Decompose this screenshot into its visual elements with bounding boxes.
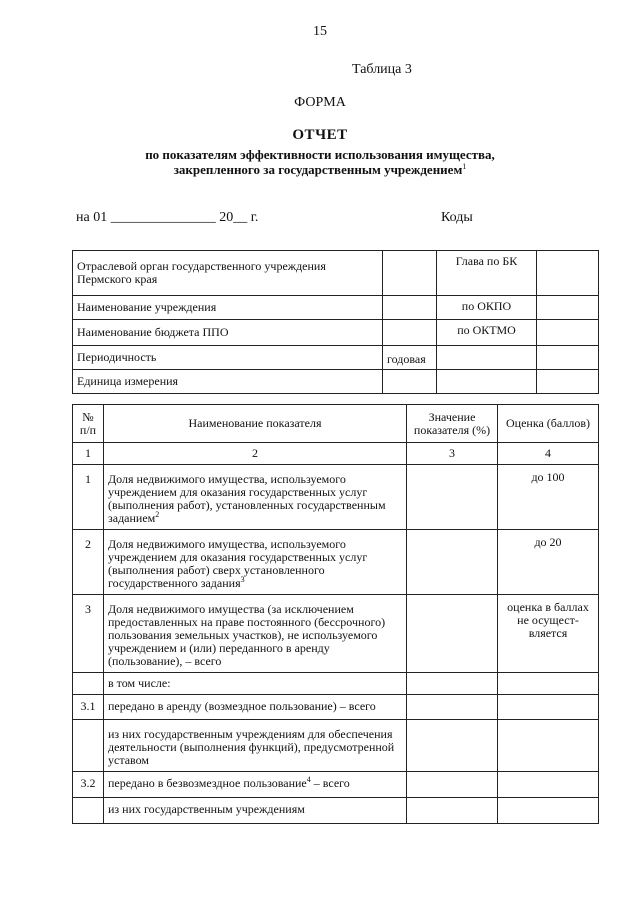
table-row	[73, 798, 599, 824]
indicator-score	[498, 720, 599, 772]
footnote-mark: 4	[306, 775, 311, 784]
table-row	[73, 772, 599, 798]
report-title: ОТЧЕТ	[292, 127, 348, 143]
indicator-name-suffix: – всего	[310, 776, 350, 790]
column-number: 3	[407, 443, 498, 465]
report-subtitle	[0, 147, 640, 177]
column-header: Наименование показателя	[104, 405, 407, 443]
header-row-value	[383, 320, 437, 346]
table-row	[73, 465, 599, 530]
indicator-score	[498, 798, 599, 824]
indicator-score: оценка в баллах не осущест-вляется	[498, 595, 599, 673]
code-value	[537, 251, 599, 296]
column-number: 2	[104, 443, 407, 465]
indicator-name	[104, 530, 407, 595]
header-row	[73, 251, 599, 296]
column-number: 4	[498, 443, 599, 465]
indicator-score	[498, 673, 599, 695]
header-row-label: Периодичность	[73, 346, 383, 370]
form-label: ФОРМА	[294, 95, 346, 110]
indicator-value	[407, 595, 498, 673]
row-number: 3	[73, 595, 104, 673]
code-label	[437, 346, 537, 370]
indicator-value	[407, 772, 498, 798]
column-number: 1	[73, 443, 104, 465]
codes-label: Коды	[441, 210, 473, 225]
column-headers	[73, 405, 599, 443]
indicator-name: из них государственным учреждениям для обеспечения деятельности (выполнения функций), предусмотренной уставом	[104, 720, 407, 772]
indicator-value	[407, 673, 498, 695]
table-row	[73, 720, 599, 772]
indicator-value	[407, 530, 498, 595]
code-value	[537, 320, 599, 346]
code-label	[437, 370, 537, 394]
column-header: Значение показателя (%)	[407, 405, 498, 443]
table-row	[73, 673, 599, 695]
header-row	[73, 346, 599, 370]
header-row-label: Единица измерения	[73, 370, 383, 394]
code-label: Глава по БК	[437, 251, 537, 296]
indicator-name: из них государственным учреждениям	[104, 798, 407, 824]
indicator-name	[104, 465, 407, 530]
header-row	[73, 320, 599, 346]
table-label: Таблица 3	[352, 62, 412, 77]
indicator-score: до 100	[498, 465, 599, 530]
row-number: 3.1	[73, 695, 104, 720]
table-row	[73, 695, 599, 720]
code-label: по ОКТМО	[437, 320, 537, 346]
row-number	[73, 798, 104, 824]
header-row-value	[383, 296, 437, 320]
row-number: 2	[73, 530, 104, 595]
page-number: 15	[313, 24, 327, 39]
indicator-name-text: передано в безвозмездное пользование	[108, 776, 307, 790]
indicator-name: передано в аренду (возмездное пользование) – всего	[104, 695, 407, 720]
indicators-table	[72, 404, 599, 824]
report-subtitle-line1: по показателям эффективности использования имущества,	[145, 147, 495, 162]
table-row	[73, 595, 599, 673]
report-subtitle-line2	[0, 162, 640, 177]
code-value	[537, 370, 599, 394]
header-row-value	[383, 370, 437, 394]
header-table	[72, 250, 599, 394]
indicator-name-text: Доля недвижимого имущества, используемого учреждением для оказания государственных услуг (выполнения работ) сверх установленного государственного задания	[108, 537, 368, 590]
table-row	[73, 530, 599, 595]
footnote-mark: 2	[155, 510, 160, 519]
indicator-value	[407, 695, 498, 720]
column-numbers-row	[73, 443, 599, 465]
indicator-name: в том числе:	[104, 673, 407, 695]
header-row-label: Наименование бюджета ППО	[73, 320, 383, 346]
code-value	[537, 346, 599, 370]
footnote-mark: 1	[462, 162, 467, 171]
column-header: Оценка (баллов)	[498, 405, 599, 443]
indicator-score	[498, 772, 599, 798]
header-row	[73, 296, 599, 320]
indicator-value	[407, 798, 498, 824]
row-number	[73, 720, 104, 772]
indicator-name: Доля недвижимого имущества (за исключением предоставленных на праве постоянного (бессрочного) пользования земельных участков), не используемого учреждением и (или) переданного в аренду (пользование), – всего	[104, 595, 407, 673]
column-header: № п/п	[73, 405, 104, 443]
header-row	[73, 370, 599, 394]
header-row-label: Отраслевой орган государственного учреждения Пермского края	[73, 251, 383, 296]
indicator-score	[498, 695, 599, 720]
indicator-score: до 20	[498, 530, 599, 595]
row-number: 1	[73, 465, 104, 530]
indicator-name	[104, 772, 407, 798]
indicator-value	[407, 465, 498, 530]
row-number	[73, 673, 104, 695]
report-subtitle-line2-text: закрепленного за государственным учреждением	[173, 162, 463, 177]
header-row-value: годовая	[383, 346, 437, 370]
indicator-value	[407, 720, 498, 772]
footnote-mark: 3	[240, 575, 245, 584]
code-label: по ОКПО	[437, 296, 537, 320]
header-row-value	[383, 251, 437, 296]
header-row-label: Наименование учреждения	[73, 296, 383, 320]
indicator-name-text: Доля недвижимого имущества, используемого учреждением для оказания государственных услуг (выполнения работ), установленных государственным заданием	[108, 472, 386, 525]
row-number: 3.2	[73, 772, 104, 798]
report-date-line: на 01 _______________ 20__ г.	[76, 210, 259, 225]
code-value	[537, 296, 599, 320]
